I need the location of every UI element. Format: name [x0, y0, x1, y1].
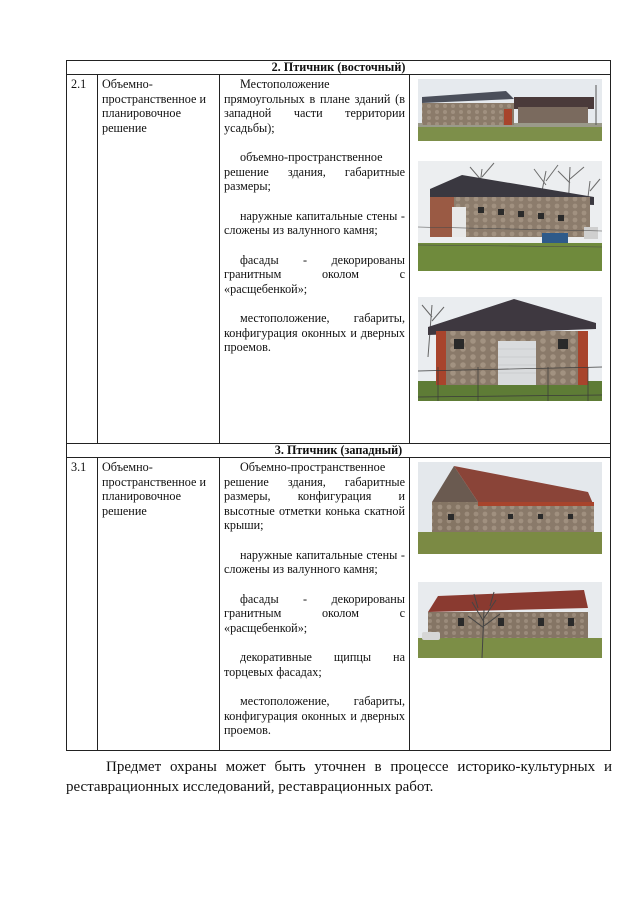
photo-east-barn-2: [418, 161, 602, 271]
section-3-header-row: [67, 444, 611, 458]
section-2-item: фасады - декорированы гранитным околом с «расщебенкой»;: [224, 252, 405, 296]
section-2-number: 2.1: [67, 75, 98, 444]
section-3-title: 3. Птичник (западный): [67, 444, 611, 458]
section-3-item: наружные капитальные стены - сложены из валунного камня;: [224, 547, 405, 576]
section-2-item: Местоположение прямоугольных в плане зданий (в западной части территории усадьбы);: [224, 77, 405, 135]
section-3-item: местоположение, габариты, конфигурация оконных и дверных проемов.: [224, 694, 405, 737]
section-2-aspect: Объемно-пространственное и планировочное решение: [98, 75, 220, 444]
photo-east-barn-3: [418, 297, 602, 401]
section-2-photos: [410, 75, 611, 444]
photo-west-barn-1: [418, 462, 602, 554]
section-2-item: объемно-пространственное решение здания, габаритные размеры;: [224, 150, 405, 193]
footer-note: Предмет охраны может быть уточнен в процессе историко-культурных и реставрационных исследований, реставрационных работ.: [66, 759, 612, 795]
section-2-row: [67, 75, 611, 444]
heritage-table: [66, 60, 611, 751]
section-3-item: Объемно-пространственное решение здания, габаритные размеры, конфигурация и высотные отметки конька скатной крыши;: [224, 460, 405, 532]
section-2-header-row: [67, 61, 611, 75]
section-3-row: [67, 458, 611, 751]
section-3-photos: [410, 458, 611, 751]
section-3-item: фасады - декорированы гранитным околом с «расщебенкой»;: [224, 591, 405, 635]
section-3-item: декоративные щипцы на торцевых фасадах;: [224, 650, 405, 679]
section-2-title: 2. Птичник (восточный): [67, 61, 611, 75]
section-2-item: местоположение, габариты, конфигурация оконных и дверных проемов.: [224, 311, 405, 354]
section-2-description: [220, 75, 410, 444]
photo-east-barn-1: [418, 79, 602, 141]
section-2-item: наружные капитальные стены - сложены из валунного камня;: [224, 208, 405, 237]
section-3-description: [220, 458, 410, 751]
section-3-number: 3.1: [67, 458, 98, 751]
photo-west-barn-2: [418, 582, 602, 658]
section-3-aspect: Объемно-пространственное и планировочное решение: [98, 458, 220, 751]
